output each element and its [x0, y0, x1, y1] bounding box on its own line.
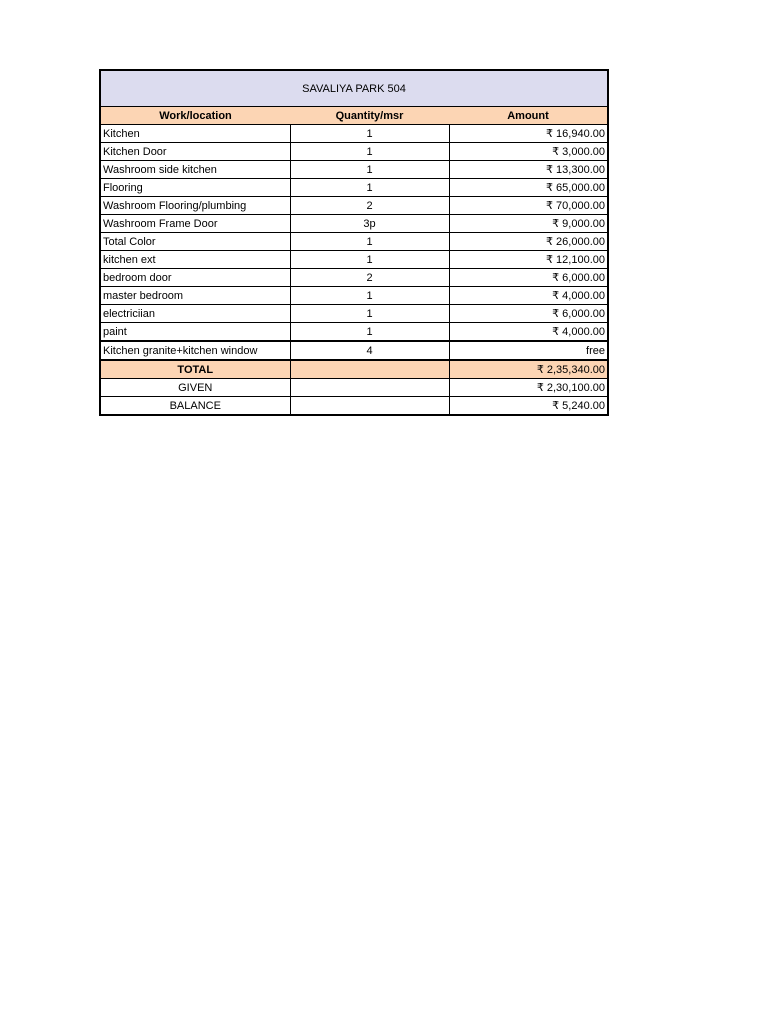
- given-quantity-cell: [290, 379, 449, 397]
- table-row: [101, 179, 607, 197]
- amount-cell: ₹ 6,000.00: [449, 269, 607, 287]
- table-row: [101, 161, 607, 179]
- quantity-cell: 3p: [290, 215, 449, 233]
- work-cell: Total Color: [101, 233, 290, 251]
- column-header-amount: Amount: [449, 107, 607, 125]
- amount-cell: ₹ 4,000.00: [449, 287, 607, 305]
- balance-quantity-cell: [290, 397, 449, 415]
- work-cell: Washroom Frame Door: [101, 215, 290, 233]
- quantity-cell: 1: [290, 233, 449, 251]
- table-row: [101, 197, 607, 215]
- column-header-quantity: Quantity/msr: [290, 107, 449, 125]
- quantity-cell: 1: [290, 125, 449, 143]
- table-row: [101, 143, 607, 161]
- work-cell: Kitchen granite+kitchen window: [101, 341, 290, 360]
- total-row: [101, 360, 607, 379]
- quantity-cell: 1: [290, 143, 449, 161]
- amount-cell: ₹ 3,000.00: [449, 143, 607, 161]
- quantity-cell: 1: [290, 305, 449, 323]
- work-cell: bedroom door: [101, 269, 290, 287]
- sheet-title-text: SAVALIYA PARK 504: [302, 82, 406, 95]
- amount-cell: ₹ 26,000.00: [449, 233, 607, 251]
- quantity-cell: 2: [290, 197, 449, 215]
- balance-amount: ₹ 5,240.00: [552, 399, 605, 412]
- quantity-cell: 1: [290, 251, 449, 269]
- given-row: [101, 379, 607, 397]
- work-cell: Flooring: [101, 179, 290, 197]
- amount-cell: ₹ 9,000.00: [449, 215, 607, 233]
- table-row: [101, 305, 607, 323]
- quantity-cell: 1: [290, 161, 449, 179]
- work-cell: paint: [101, 323, 290, 342]
- given-amount: ₹ 2,30,100.00: [449, 379, 607, 397]
- table-row: [101, 287, 607, 305]
- balance-label: BALANCE: [101, 397, 290, 415]
- work-cell: master bedroom: [101, 287, 290, 305]
- total-amount: ₹ 2,35,340.00: [449, 360, 607, 379]
- amount-cell: ₹ 12,100.00: [449, 251, 607, 269]
- table-row: [101, 233, 607, 251]
- quantity-cell: 1: [290, 179, 449, 197]
- total-quantity-cell: [290, 360, 449, 379]
- cost-sheet: [99, 69, 609, 416]
- amount-cell: ₹ 65,000.00: [449, 179, 607, 197]
- table-row: [101, 215, 607, 233]
- amount-cell: free: [449, 341, 607, 360]
- header-row: [101, 107, 607, 125]
- table-row: [101, 251, 607, 269]
- sheet-title: [101, 71, 607, 107]
- balance-row: [101, 397, 607, 415]
- work-cell: Washroom side kitchen: [101, 161, 290, 179]
- quantity-cell: 4: [290, 341, 449, 360]
- work-cell: Kitchen: [101, 125, 290, 143]
- work-cell: kitchen ext: [101, 251, 290, 269]
- work-cell: electriciian: [101, 305, 290, 323]
- table-row: [101, 269, 607, 287]
- work-cell: Washroom Flooring/plumbing: [101, 197, 290, 215]
- amount-cell: ₹ 13,300.00: [449, 161, 607, 179]
- given-label: GIVEN: [101, 379, 290, 397]
- table-row: [101, 341, 607, 360]
- column-header-work: Work/location: [101, 107, 290, 125]
- table-row: [101, 323, 607, 342]
- total-label: TOTAL: [101, 360, 290, 379]
- amount-cell: ₹ 6,000.00: [449, 305, 607, 323]
- quantity-cell: 2: [290, 269, 449, 287]
- amount-cell: ₹ 4,000.00: [449, 323, 607, 342]
- amount-cell: ₹ 16,940.00: [449, 125, 607, 143]
- amount-cell: ₹ 70,000.00: [449, 197, 607, 215]
- quantity-cell: 1: [290, 287, 449, 305]
- cost-table: [101, 107, 607, 414]
- work-cell: Kitchen Door: [101, 143, 290, 161]
- item-rows: [101, 125, 607, 361]
- table-row: [101, 125, 607, 143]
- quantity-cell: 1: [290, 323, 449, 342]
